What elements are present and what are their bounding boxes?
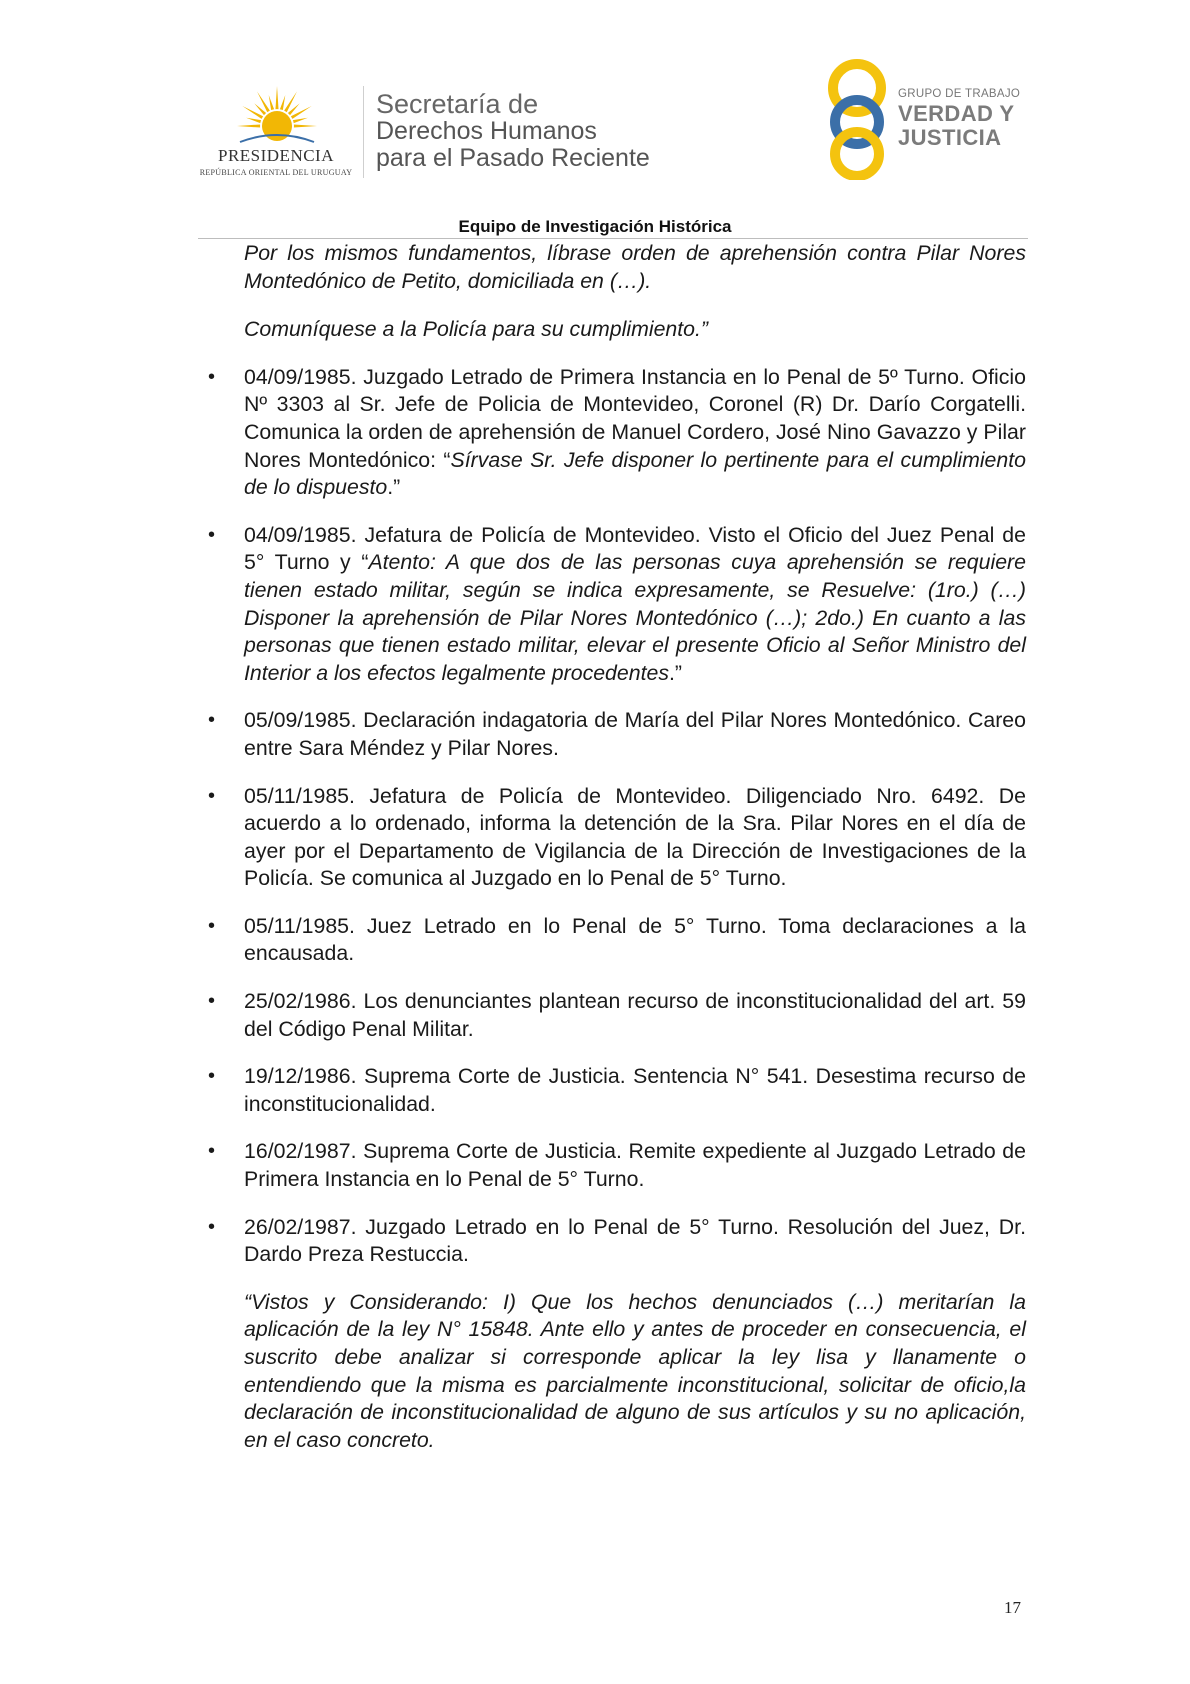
verdad-justicia-logo (822, 58, 1032, 178)
bullet-icon: • (208, 1140, 216, 1163)
list-item: • 05/09/1985. Declaración indagatoria de María del Pilar Nores Montedónico. Careo entre Sara Méndez y Pilar Nores. (208, 708, 1026, 760)
bullet-icon: • (208, 1215, 216, 1238)
bullet-icon: • (208, 990, 216, 1013)
presidencia-subtitle: REPÚBLICA ORIENTAL DEL URUGUAY (199, 168, 353, 177)
sun-ray (257, 91, 270, 112)
secretaria-line2: Derechos Humanos (376, 117, 597, 145)
list-item: • 25/02/1986. Los denunciantes plantean recurso de inconstitucionalidad del art. 59 del Código Penal Militar. (208, 989, 1026, 1041)
bullet-icon: • (208, 1065, 216, 1088)
presidencia-title: PRESIDENCIA (217, 146, 334, 165)
chronology-list (208, 364, 1026, 1269)
list-item: • 26/02/1987. Juzgado Letrado en lo Penal de 5° Turno. Resolución del Juez, Dr. Dardo Preza Restuccia. (208, 1214, 1026, 1267)
list-item: • 04/09/1985. Jefatura de Policía de Montevideo. Visto el Oficio del Juez Penal de 5° Turno y “Atento: A que dos de las personas cuya aprehensión se requiere tienen estado militar, según se indica expresamente, se Resuelve: (1ro.) (…) Disponer la aprehensión de Pilar Nores Montedónico (…); 2do.) En cuanto a las personas que tienen estado militar, elevar el presente Oficio al Señor Ministro del Interior a los efectos legalmente procedentes.” (208, 522, 1026, 685)
grupo-line3: JUSTICIA (898, 125, 1002, 150)
sun-ray (275, 86, 278, 109)
intro-paragraph-2: Comuníquese a la Policía para su cumplimiento.” (244, 317, 709, 342)
team-heading: Equipo de Investigación Histórica (458, 217, 732, 236)
sun-ray (242, 106, 263, 119)
list-item: • 05/11/1985. Jefatura de Policía de Montevideo. Diligenciado Nro. 6492. De acuerdo a lo ordenado, informa la detención de la Sra. Pilar Nores en el día de ayer por el Departamento de Vigilancia de la Dirección de Investigaciones de la Policía. Se comunica al Juzgado en lo Penal de 5° Turno. (208, 783, 1026, 891)
bullet-icon: • (208, 365, 216, 388)
interlinked-rings-icon (822, 58, 892, 180)
closing-quote: “Vistos y Considerando: I) Que los hechos denunciados (…) meritarían la aplicación de la ley N° 15848. Ante ello y antes de proceder en consecuencia, el suscrito debe analizar si corresponde aplicar la ley lisa y llanamente o entendiendo que la misma es parcialmente inconstitucional, solicitar de oficio,la declaración de inconstitucionalidad de alguno de sus artículos y su no aplicación, en el caso concreto. (244, 1289, 1026, 1452)
list-item: • 05/11/1985. Juez Letrado en lo Penal de 5° Turno. Toma declaraciones a la encausada. (208, 913, 1026, 966)
page-number: 17 (1004, 1598, 1021, 1617)
sun-of-may-icon (232, 80, 322, 144)
bullet-icon: • (208, 914, 216, 937)
secretaria-line3: para el Pasado Reciente (376, 144, 650, 172)
intro-paragraph-1: Por los mismos fundamentos, líbrase orden de aprehensión contra Pilar Nores Montedónico de Petito, domiciliada en (…). (244, 241, 1026, 293)
header-rule (198, 238, 1028, 239)
sun-ray (280, 95, 285, 110)
grupo-line1: GRUPO DE TRABAJO (898, 88, 1021, 100)
sun-ray (294, 124, 317, 127)
presidencia-logo (196, 80, 356, 180)
sun-ray (269, 95, 274, 110)
document-body (208, 240, 1026, 1454)
list-item: • 04/09/1985. Juzgado Letrado de Primera Instancia en lo Penal de 5º Turno. Oficio Nº 3303 al Sr. Jefe de Policia de Montevideo, Coronel (R) Dr. Darío Corgatelli. Comunica la orden de aprehensión de Manuel Cordero, José Nino Gavazzo y Pilar Nores Montedónico: “Sírvase Sr. Jefe disponer lo pertinente para el cumplimiento de lo dispuesto.” (208, 364, 1026, 500)
bullet-icon: • (208, 709, 216, 732)
header-divider (363, 86, 364, 178)
sun-ray (291, 106, 312, 119)
list-item: • 16/02/1987. Suprema Corte de Justicia. Remite expediente al Juzgado Letrado de Primera Instancia en lo Penal de 5° Turno. (208, 1139, 1026, 1192)
bullet-icon: • (208, 523, 216, 546)
bullet-icon: • (208, 784, 216, 807)
sun-ray (284, 91, 297, 112)
sun-ray (237, 124, 260, 127)
list-item: • 19/12/1986. Suprema Corte de Justicia. Sentencia N° 541. Desestima recurso de inconstitucionalidad. (208, 1064, 1026, 1116)
grupo-line2: VERDAD Y (898, 101, 1015, 126)
secretaria-wordmark (376, 90, 650, 172)
secretaria-line1: Secretaría de (376, 89, 539, 119)
sun-ray (293, 118, 308, 123)
sun-ray (246, 118, 261, 123)
